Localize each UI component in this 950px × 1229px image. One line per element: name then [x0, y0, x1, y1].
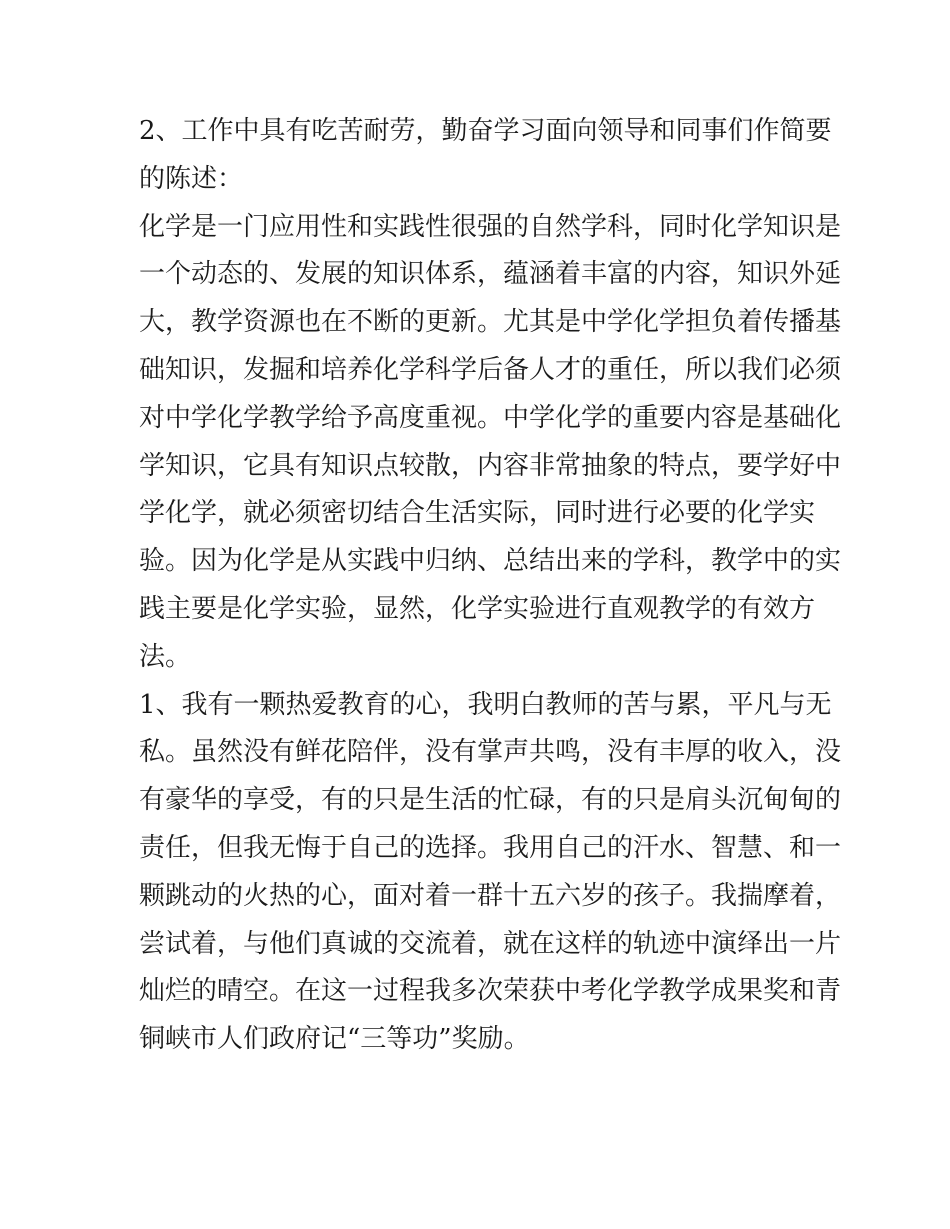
text-line: 大，教学资源也在不断的更新。尤其是中学化学担负着传播基 [139, 307, 842, 338]
text-line: 1、我有一颗热爱教育的心，我明白教师的苦与累，平凡与无 [139, 689, 832, 720]
text-line: 学知识，它具有知识点较散，内容非常抽象的特点，要学好中 [139, 450, 842, 481]
text-line: 2、工作中具有吃苦耐劳，勤奋学习面向领导和同事们作简要 [139, 116, 832, 146]
text-line: 颗跳动的火热的心，面对着一群十五六岁的孩子。我揣摩着， [139, 880, 842, 911]
text-line: 学化学，就必须密切结合生活实际，同时进行必要的化学实 [139, 498, 816, 529]
text-line: 践主要是化学实验，显然，化学实验进行直观教学的有效方 [139, 593, 816, 624]
text-line: 有豪华的享受，有的只是生活的忙碌，有的只是肩头沉甸甸的 [139, 785, 842, 816]
text-line: 对中学化学教学给予高度重视。中学化学的重要内容是基础化 [139, 402, 842, 433]
text-line: 尝试着，与他们真诚的交流着，就在这样的轨迹中演绎出一片 [139, 928, 842, 959]
text-line: 的陈述： [139, 163, 244, 194]
text-line: 责任，但我无悔于自己的选择。我用自己的汗水、智慧、和一 [139, 832, 842, 863]
text-line: 灿烂的晴空。在这一过程我多次荣获中考化学教学成果奖和青 [139, 976, 842, 1007]
text-line: 法。 [139, 641, 192, 672]
text-line: 铜峡市人们政府记“三等功”奖励。 [139, 1024, 530, 1055]
text-line: 验。因为化学是从实践中归纳、总结出来的学科，教学中的实 [139, 546, 842, 577]
text-line: 化学是一门应用性和实践性很强的自然学科，同时化学知识是 [139, 211, 842, 242]
document-body [139, 108, 842, 1064]
text-line: 私。虽然没有鲜花陪伴，没有掌声共鸣，没有丰厚的收入，没 [139, 737, 842, 768]
text-line: 础知识，发掘和培养化学科学后备人才的重任，所以我们必须 [139, 354, 842, 385]
text-line: 一个动态的、发展的知识体系，蕴涵着丰富的内容，知识外延 [139, 259, 842, 290]
